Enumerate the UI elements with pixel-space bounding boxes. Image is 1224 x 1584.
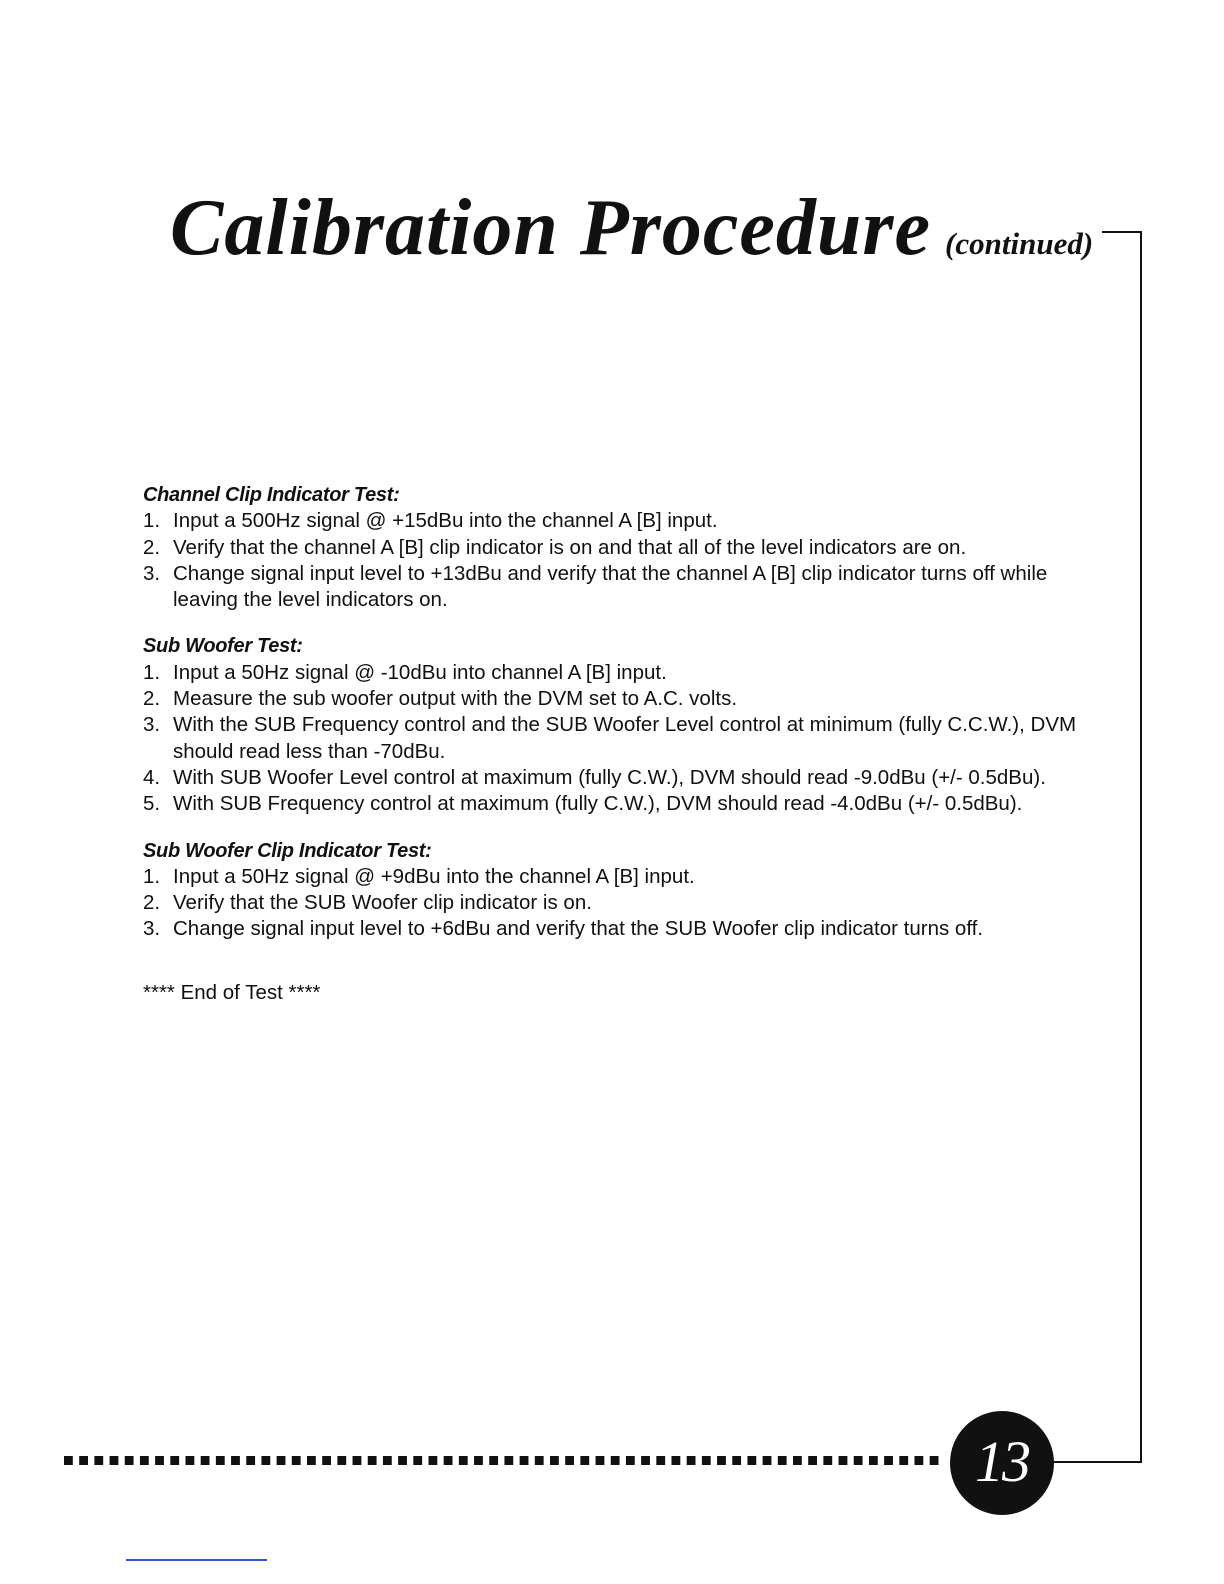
step-item [143, 508, 1103, 534]
step-item [143, 864, 1103, 890]
page-number: 13 [975, 1428, 1029, 1494]
step-item [143, 561, 1103, 614]
step-item [143, 916, 1103, 942]
step-text: Input a 50Hz signal @ -10dBu into channel A [B] input. [173, 660, 667, 684]
frame-right-line [1140, 231, 1142, 1463]
step-number: 2. [143, 891, 161, 915]
step-text: Input a 50Hz signal @ +9dBu into the channel A [B] input. [173, 864, 695, 888]
step-number: 3. [143, 713, 161, 737]
step-text: Verify that the SUB Woofer clip indicator is on. [173, 891, 592, 915]
frame-bottom-line [1052, 1461, 1142, 1463]
step-item [143, 686, 1103, 712]
step-text: With the SUB Frequency control and the SUB Woofer Level control at minimum (fully C.C.W.), DVM should read less than -70dBu. [173, 713, 1077, 763]
step-number: 3. [143, 561, 161, 585]
section-channel-clip-indicator-test [143, 482, 1103, 613]
step-number: 2. [143, 535, 161, 559]
step-list [143, 864, 1103, 943]
step-text: With SUB Woofer Level control at maximum (fully C.W.), DVM should read -9.0dBu (+/- 0.5dBu). [173, 765, 1046, 789]
step-number: 4. [143, 765, 161, 789]
section-title: Channel Clip Indicator Test: [143, 484, 400, 506]
step-item [143, 791, 1103, 817]
page-title-continued: (continued) [945, 226, 1094, 261]
step-item [143, 890, 1103, 916]
step-item [143, 765, 1103, 791]
step-list [143, 508, 1103, 613]
step-text: Change signal input level to +6dBu and verify that the SUB Woofer clip indicator turns off. [173, 917, 984, 941]
step-text: With SUB Frequency control at maximum (fully C.W.), DVM should read -4.0dBu (+/- 0.5dBu). [173, 792, 1023, 816]
section-sub-woofer-test [143, 633, 1103, 817]
step-text: Verify that the channel A [B] clip indicator is on and that all of the level indicators are on. [173, 535, 967, 559]
step-list [143, 660, 1103, 818]
procedure-content [143, 482, 1103, 1006]
bottom-divider [126, 1559, 267, 1561]
step-text: Input a 500Hz signal @ +15dBu into the channel A [B] input. [173, 509, 718, 533]
end-of-test-note: **** End of Test **** [143, 980, 321, 1004]
page-number-badge [950, 1411, 1054, 1515]
page-title [170, 183, 1093, 274]
section-title: Sub Woofer Test: [143, 635, 303, 658]
step-text: Change signal input level to +13dBu and verify that the channel A [B] clip indicator turns off while leaving the level indicators on. [173, 561, 1048, 612]
step-number: 1. [143, 864, 161, 888]
step-number: 3. [143, 917, 161, 941]
footer-dotted-rule [64, 1456, 940, 1465]
page-title-main: Calibration Procedure [170, 184, 932, 272]
step-number: 1. [143, 660, 161, 684]
step-item [143, 712, 1103, 765]
step-number: 1. [143, 509, 161, 533]
frame-top-line [1102, 231, 1142, 233]
step-item [143, 535, 1103, 561]
step-item [143, 660, 1103, 686]
step-text: Measure the sub woofer output with the DVM set to A.C. volts. [173, 687, 738, 711]
step-number: 2. [143, 687, 161, 711]
section-title: Sub Woofer Clip Indicator Test: [143, 839, 432, 862]
section-sub-woofer-clip-indicator-test [143, 838, 1103, 943]
step-number: 5. [143, 792, 161, 816]
